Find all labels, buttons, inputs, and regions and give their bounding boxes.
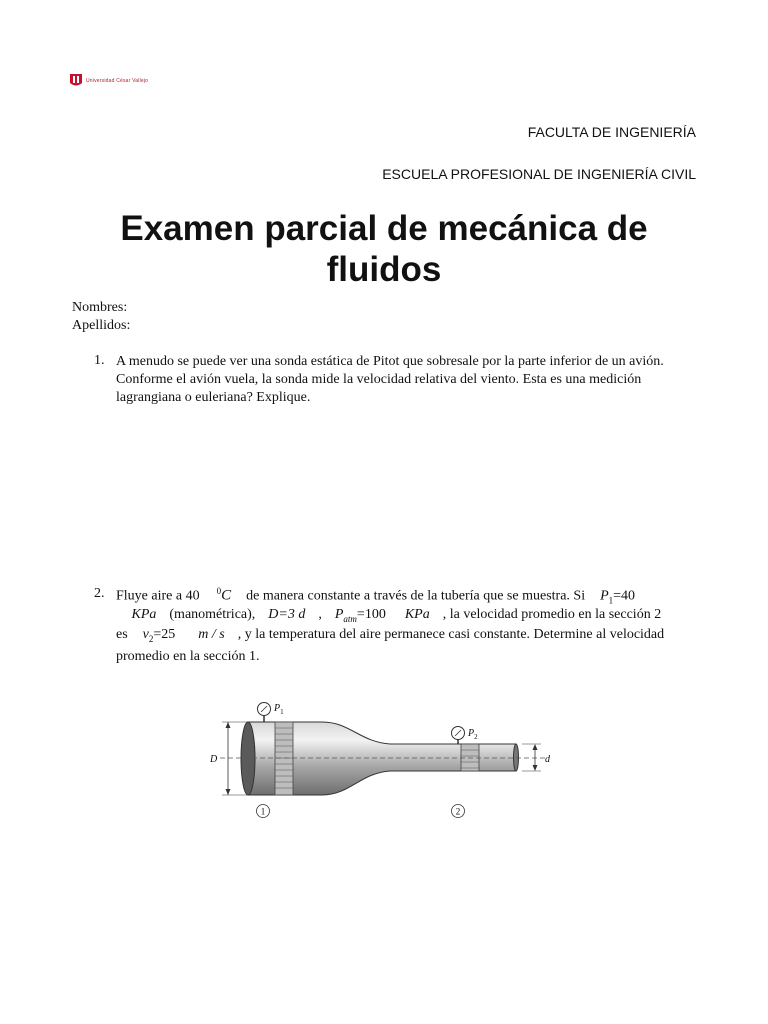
v2-value: =25 (153, 627, 176, 642)
gauge-1-sub: 1 (280, 708, 284, 716)
q2-text-a: Fluye aire a 40 (116, 588, 200, 604)
diameter-d-label: d (545, 754, 550, 765)
diameter-relation: D=3 d (268, 607, 306, 622)
q2-text-b: de manera constante a través de la tubería que se muestra. Si (246, 588, 586, 604)
question-2-line4: promedio en la sección 1. (116, 649, 260, 664)
section-1-band (275, 722, 293, 795)
exam-title-line1: Examen parcial de mecánica de (120, 209, 648, 248)
question-1-text: A menudo se puede ver una sonda estática de Pitot que sobresale por la parte inferior de un avión. Conforme el avión vuela, la sonda mide la velocidad relativa del viento. Esta es una medición lagrangiana o euleriana? Explique. (116, 354, 664, 405)
pipe-outlet (514, 744, 519, 771)
q2-line2-end: , la velocidad promedio en la sección 2 (442, 607, 662, 622)
v2-sub: 2 (148, 633, 154, 644)
es-word: es (116, 627, 128, 642)
kpa-unit-2: KPa (404, 607, 430, 622)
school-heading: ESCUELA PROFESIONAL DE INGENIERÍA CIVIL (382, 166, 696, 182)
diameter-D-label: D (210, 754, 218, 765)
v2-symbol: v (142, 627, 149, 642)
question-2-number: 2. (94, 586, 105, 601)
svg-text:P2 (467, 728, 478, 741)
svg-text:P1 (273, 703, 284, 716)
exam-title (0, 208, 768, 290)
patm-sub: atm (343, 613, 357, 624)
names-field-label: Nombres: (72, 300, 128, 315)
question-2-line2 (116, 607, 661, 624)
section-2-label: 2 (455, 806, 461, 817)
comma-separator: , (318, 607, 322, 622)
q2-line3-end: , y la temperatura del aire permanece casi constante. Determine al velocidad (237, 627, 665, 642)
faculty-heading: FACULTA DE INGENIERÍA (527, 124, 696, 140)
section-1-label: 1 (260, 806, 266, 817)
patm-symbol: P (334, 607, 344, 622)
p1-value: =40 (613, 588, 636, 604)
pipe-inlet (241, 722, 255, 795)
university-emblem-icon (70, 74, 82, 88)
question-1-number: 1. (94, 353, 105, 368)
q2-temp-sup: 0 (216, 586, 222, 596)
pipe-diagram-svg (200, 696, 560, 826)
surnames-field-label: Apellidos: (72, 318, 131, 333)
p1-sub: 1 (608, 595, 614, 606)
pipe-diagram (200, 696, 560, 831)
ms-unit: m / s (198, 627, 225, 642)
q2-temp-unit: C (221, 587, 232, 604)
university-logo (70, 74, 148, 88)
gauge-2-sub: 2 (474, 733, 478, 741)
section-2-band (461, 744, 479, 771)
manometric-note: (manométrica), (169, 607, 256, 622)
university-name: Universidad César Vallejo (86, 78, 149, 84)
p1-symbol: P (600, 588, 609, 604)
patm-value: =100 (356, 607, 386, 622)
kpa-unit: KPa (131, 607, 157, 622)
question-2-line1 (116, 586, 635, 605)
question-2-line3 (116, 627, 664, 644)
exam-title-line2: fluidos (326, 250, 442, 289)
gauge-2-label: P (468, 728, 475, 739)
gauge-1-label: P (274, 703, 281, 714)
